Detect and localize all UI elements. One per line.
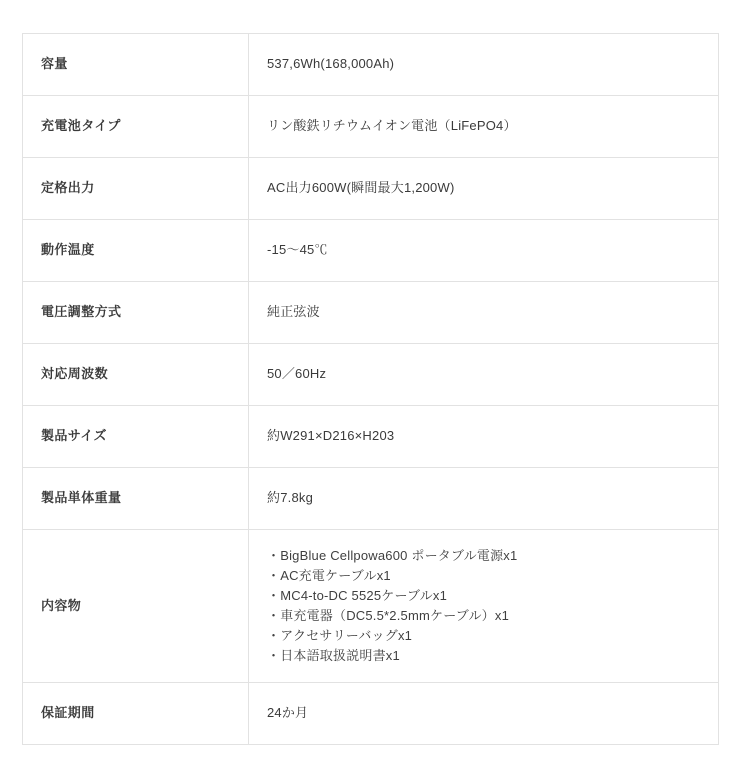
row-label-battery-type: 充電池タイプ	[23, 96, 249, 158]
row-label-package-contents: 内容物	[23, 530, 249, 683]
table-row	[23, 96, 719, 158]
row-value-product-weight: 約7.8kg	[249, 468, 719, 530]
list-item: ・MC4-to-DC 5525ケーブルx1	[267, 588, 448, 603]
package-contents-list	[267, 546, 700, 666]
table-row	[23, 34, 719, 96]
table-row	[23, 282, 719, 344]
table-row	[23, 468, 719, 530]
row-label-capacity: 容量	[23, 34, 249, 96]
row-value-warranty-period: 24か月	[249, 683, 719, 745]
table-row	[23, 530, 719, 683]
row-label-operating-temperature: 動作温度	[23, 220, 249, 282]
row-label-frequency: 対応周波数	[23, 344, 249, 406]
row-label-product-size: 製品サイズ	[23, 406, 249, 468]
row-value-product-size: 約W291×D216×H203	[249, 406, 719, 468]
row-value-operating-temperature: -15〜45℃	[249, 220, 719, 282]
row-label-voltage-regulation: 電圧調整方式	[23, 282, 249, 344]
row-value-voltage-regulation: 純正弦波	[249, 282, 719, 344]
table-row	[23, 406, 719, 468]
list-item: ・BigBlue Cellpowa600 ポータブル電源x1	[267, 548, 518, 563]
list-item: ・アクセサリーバッグx1	[267, 628, 413, 643]
row-value-capacity: 537,6Wh(168,000Ah)	[249, 34, 719, 96]
row-value-battery-type: リン酸鉄リチウムイオン電池（LiFePO4）	[249, 96, 719, 158]
table-row	[23, 158, 719, 220]
table-row	[23, 683, 719, 745]
list-item: ・日本語取扱説明書x1	[267, 648, 400, 663]
row-label-warranty-period: 保証期間	[23, 683, 249, 745]
table-row	[23, 344, 719, 406]
row-label-rated-output: 定格出力	[23, 158, 249, 220]
table-row	[23, 220, 719, 282]
row-value-frequency: 50／60Hz	[249, 344, 719, 406]
list-item: ・AC充電ケーブルx1	[267, 568, 391, 583]
row-label-product-weight: 製品単体重量	[23, 468, 249, 530]
row-value-rated-output: AC出力600W(瞬間最大1,200W)	[249, 158, 719, 220]
list-item: ・車充電器（DC5.5*2.5mmケーブル）x1	[267, 608, 509, 623]
row-value-package-contents	[249, 530, 719, 683]
specification-table	[22, 33, 719, 745]
